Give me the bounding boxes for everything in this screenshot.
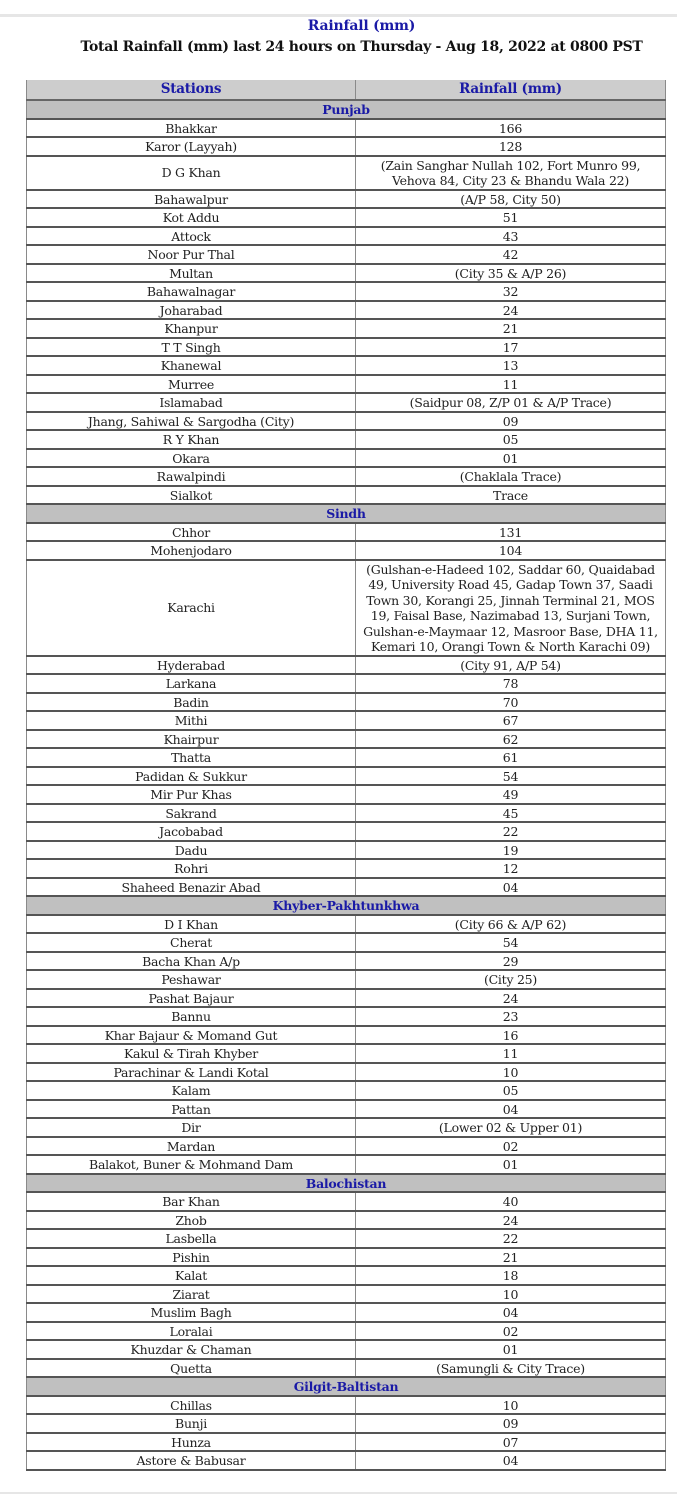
section-row [27, 504, 666, 523]
table-row [27, 767, 666, 786]
rainfall-cell: Trace [356, 486, 666, 505]
station-cell: Mithi [27, 711, 356, 730]
table-row [27, 430, 666, 449]
rainfall-cell: 24 [356, 301, 666, 320]
column-header-stations: Stations [27, 80, 356, 100]
table-row [27, 970, 666, 989]
rainfall-cell: 54 [356, 767, 666, 786]
rainfall-cell: 54 [356, 933, 666, 952]
rainfall-cell: 04 [356, 1100, 666, 1119]
table-row [27, 1229, 666, 1248]
station-cell: Sialkot [27, 486, 356, 505]
station-cell: Padidan & Sukkur [27, 767, 356, 786]
station-cell: Lasbella [27, 1229, 356, 1248]
table-row [27, 486, 666, 505]
rainfall-cell: 49 [356, 785, 666, 804]
station-cell: Karachi [27, 560, 356, 656]
table-row [27, 1192, 666, 1211]
section-row [27, 896, 666, 915]
section-row [27, 1174, 666, 1193]
table-row [27, 1414, 666, 1433]
table-row [27, 1211, 666, 1230]
station-cell: Quetta [27, 1359, 356, 1378]
station-cell: Bhakkar [27, 119, 356, 138]
table-row [27, 693, 666, 712]
station-cell: Khairpur [27, 730, 356, 749]
rainfall-cell: 67 [356, 711, 666, 730]
station-cell: Bahawalnagar [27, 282, 356, 301]
station-cell: Dir [27, 1118, 356, 1137]
rainfall-cell: 24 [356, 989, 666, 1008]
station-cell: Karor (Layyah) [27, 137, 356, 156]
table-row [27, 952, 666, 971]
station-cell: T T Singh [27, 338, 356, 357]
rainfall-cell: 10 [356, 1396, 666, 1415]
station-cell: Pishin [27, 1248, 356, 1267]
station-cell: Astore & Babusar [27, 1451, 356, 1470]
station-cell: D I Khan [27, 915, 356, 934]
table-row [27, 208, 666, 227]
station-cell: Mardan [27, 1137, 356, 1156]
rainfall-cell: 09 [356, 1414, 666, 1433]
rainfall-cell: 23 [356, 1007, 666, 1026]
station-cell: Larkana [27, 674, 356, 693]
station-cell: Loralai [27, 1322, 356, 1341]
table-row [27, 1248, 666, 1267]
rainfall-cell: 42 [356, 245, 666, 264]
rainfall-cell: 18 [356, 1266, 666, 1285]
table-row [27, 1118, 666, 1137]
station-cell: Bannu [27, 1007, 356, 1026]
rainfall-cell: (Saidpur 08, Z/P 01 & A/P Trace) [356, 393, 666, 412]
section-title: Khyber-Pakhtunkhwa [27, 896, 666, 915]
rainfall-cell: 131 [356, 523, 666, 542]
table-row [27, 1433, 666, 1452]
table-row [27, 674, 666, 693]
station-cell: Jhang, Sahiwal & Sargodha (City) [27, 412, 356, 431]
table-row [27, 841, 666, 860]
table-row [27, 560, 666, 656]
station-cell: Islamabad [27, 393, 356, 412]
table-row [27, 264, 666, 283]
station-cell: Balakot, Buner & Mohmand Dam [27, 1155, 356, 1174]
station-cell: Parachinar & Landi Kotal [27, 1063, 356, 1082]
station-cell: Okara [27, 449, 356, 468]
station-cell: Bunji [27, 1414, 356, 1433]
table-body [27, 100, 666, 1470]
station-cell: Kalam [27, 1081, 356, 1100]
rainfall-cell: 62 [356, 730, 666, 749]
rainfall-cell: (City 35 & A/P 26) [356, 264, 666, 283]
table-row [27, 338, 666, 357]
rainfall-cell: 104 [356, 541, 666, 560]
table-row [27, 822, 666, 841]
table-row [27, 412, 666, 431]
station-cell: D G Khan [27, 156, 356, 190]
rainfall-cell: 22 [356, 822, 666, 841]
rainfall-cell: 10 [356, 1063, 666, 1082]
station-cell: Peshawar [27, 970, 356, 989]
table-row [27, 1322, 666, 1341]
station-cell: R Y Khan [27, 430, 356, 449]
table-row [27, 1155, 666, 1174]
column-header-rainfall: Rainfall (mm) [356, 80, 666, 100]
station-cell: Shaheed Benazir Abad [27, 878, 356, 897]
rainfall-cell: 04 [356, 1451, 666, 1470]
table-row [27, 227, 666, 246]
rainfall-cell: 01 [356, 1340, 666, 1359]
bottom-divider [0, 1492, 677, 1494]
rainfall-cell: (Lower 02 & Upper 01) [356, 1118, 666, 1137]
table-header-row [27, 80, 666, 100]
table-row [27, 711, 666, 730]
station-cell: Cherat [27, 933, 356, 952]
table-row [27, 656, 666, 675]
table-row [27, 156, 666, 190]
table-row [27, 119, 666, 138]
rainfall-cell: 13 [356, 356, 666, 375]
table-row [27, 1026, 666, 1045]
station-cell: Pashat Bajaur [27, 989, 356, 1008]
table-row [27, 915, 666, 934]
station-cell: Hyderabad [27, 656, 356, 675]
table-row [27, 1340, 666, 1359]
table-row [27, 375, 666, 394]
rainfall-cell: 128 [356, 137, 666, 156]
table-row [27, 1266, 666, 1285]
section-title: Sindh [27, 504, 666, 523]
rainfall-cell: 29 [356, 952, 666, 971]
table-row [27, 1100, 666, 1119]
station-cell: Mohenjodaro [27, 541, 356, 560]
station-cell: Dadu [27, 841, 356, 860]
top-divider [0, 14, 677, 17]
rainfall-table [26, 80, 666, 1471]
table-row [27, 1451, 666, 1470]
table-row [27, 1303, 666, 1322]
rainfall-cell: 32 [356, 282, 666, 301]
table-row [27, 541, 666, 560]
table-row [27, 137, 666, 156]
station-cell: Mir Pur Khas [27, 785, 356, 804]
rainfall-cell: (Chaklala Trace) [356, 467, 666, 486]
rainfall-cell: 11 [356, 375, 666, 394]
table-row [27, 467, 666, 486]
station-cell: Noor Pur Thal [27, 245, 356, 264]
rainfall-cell: 166 [356, 119, 666, 138]
section-row [27, 1377, 666, 1396]
rainfall-cell: 11 [356, 1044, 666, 1063]
station-cell: Bar Khan [27, 1192, 356, 1211]
table-row [27, 1137, 666, 1156]
rainfall-cell: (City 25) [356, 970, 666, 989]
table-row [27, 1007, 666, 1026]
station-cell: Chillas [27, 1396, 356, 1415]
rainfall-cell: 01 [356, 1155, 666, 1174]
rainfall-cell: (City 66 & A/P 62) [356, 915, 666, 934]
rainfall-cell: (A/P 58, City 50) [356, 190, 666, 209]
rainfall-cell: (Samungli & City Trace) [356, 1359, 666, 1378]
station-cell: Kakul & Tirah Khyber [27, 1044, 356, 1063]
rainfall-cell: 22 [356, 1229, 666, 1248]
rainfall-cell: 12 [356, 859, 666, 878]
station-cell: Rawalpindi [27, 467, 356, 486]
table-row [27, 393, 666, 412]
rainfall-cell: 43 [356, 227, 666, 246]
rainfall-cell: 04 [356, 1303, 666, 1322]
rainfall-cell: 10 [356, 1285, 666, 1304]
rainfall-cell: 21 [356, 1248, 666, 1267]
rainfall-cell: 40 [356, 1192, 666, 1211]
section-title: Balochistan [27, 1174, 666, 1193]
rainfall-cell: 07 [356, 1433, 666, 1452]
rainfall-cell: 51 [356, 208, 666, 227]
station-cell: Jacobabad [27, 822, 356, 841]
section-title: Punjab [27, 100, 666, 119]
table-row [27, 730, 666, 749]
table-row [27, 878, 666, 897]
station-cell: Zhob [27, 1211, 356, 1230]
table-row [27, 190, 666, 209]
table-row [27, 1359, 666, 1378]
rainfall-cell: 16 [356, 1026, 666, 1045]
station-cell: Attock [27, 227, 356, 246]
rainfall-cell: 21 [356, 319, 666, 338]
rainfall-cell: 24 [356, 1211, 666, 1230]
station-cell: Khanpur [27, 319, 356, 338]
rainfall-cell: 09 [356, 412, 666, 431]
section-title: Gilgit-Baltistan [27, 1377, 666, 1396]
station-cell: Pattan [27, 1100, 356, 1119]
rainfall-cell: (Gulshan-e-Hadeed 102, Saddar 60, Quaidabad 49, University Road 45, Gadap Town 37, Saadi Town 30, Korangi 25, Jinnah Terminal 21, MOS 19, Faisal Base, Nazimabad 13, Surjani Town, Gulshan-e-Maymaar 12, Masroor Base, DHA 11, Kemari 10, Orangi Town & North Karachi 09) [356, 560, 666, 656]
document-title: Rainfall (mm) [307, 18, 416, 34]
station-cell: Khar Bajaur & Momand Gut [27, 1026, 356, 1045]
station-cell: Hunza [27, 1433, 356, 1452]
station-cell: Joharabad [27, 301, 356, 320]
rainfall-cell: 04 [356, 878, 666, 897]
rainfall-cell: 02 [356, 1322, 666, 1341]
table-row [27, 523, 666, 542]
station-cell: Rohri [27, 859, 356, 878]
station-cell: Chhor [27, 523, 356, 542]
rainfall-cell: 45 [356, 804, 666, 823]
station-cell: Bahawalpur [27, 190, 356, 209]
table-row [27, 785, 666, 804]
document-subtitle: Total Rainfall (mm) last 24 hours on Thursday - Aug 18, 2022 at 0800 PST [80, 39, 643, 55]
table-row [27, 1063, 666, 1082]
table-row [27, 1396, 666, 1415]
rainfall-cell: 05 [356, 1081, 666, 1100]
rainfall-cell: (Zain Sanghar Nullah 102, Fort Munro 99, Vehova 84, City 23 & Bhandu Wala 22) [356, 156, 666, 190]
table-row [27, 804, 666, 823]
table-row [27, 282, 666, 301]
rainfall-cell: (City 91, A/P 54) [356, 656, 666, 675]
table-row [27, 1285, 666, 1304]
table-row [27, 989, 666, 1008]
table-row [27, 245, 666, 264]
rainfall-cell: 70 [356, 693, 666, 712]
station-cell: Thatta [27, 748, 356, 767]
station-cell: Bacha Khan A/p [27, 952, 356, 971]
station-cell: Muslim Bagh [27, 1303, 356, 1322]
station-cell: Kot Addu [27, 208, 356, 227]
rainfall-cell: 02 [356, 1137, 666, 1156]
table-row [27, 1081, 666, 1100]
rainfall-cell: 01 [356, 449, 666, 468]
station-cell: Khanewal [27, 356, 356, 375]
rainfall-cell: 05 [356, 430, 666, 449]
table-row [27, 356, 666, 375]
table-row [27, 748, 666, 767]
station-cell: Badin [27, 693, 356, 712]
rainfall-cell: 19 [356, 841, 666, 860]
station-cell: Ziarat [27, 1285, 356, 1304]
rainfall-cell: 78 [356, 674, 666, 693]
section-row [27, 100, 666, 119]
rainfall-cell: 17 [356, 338, 666, 357]
table-row [27, 449, 666, 468]
station-cell: Multan [27, 264, 356, 283]
table-row [27, 319, 666, 338]
station-cell: Sakrand [27, 804, 356, 823]
table-row [27, 1044, 666, 1063]
table-row [27, 301, 666, 320]
station-cell: Kalat [27, 1266, 356, 1285]
station-cell: Khuzdar & Chaman [27, 1340, 356, 1359]
table-row [27, 933, 666, 952]
table-row [27, 859, 666, 878]
rainfall-cell: 61 [356, 748, 666, 767]
station-cell: Murree [27, 375, 356, 394]
